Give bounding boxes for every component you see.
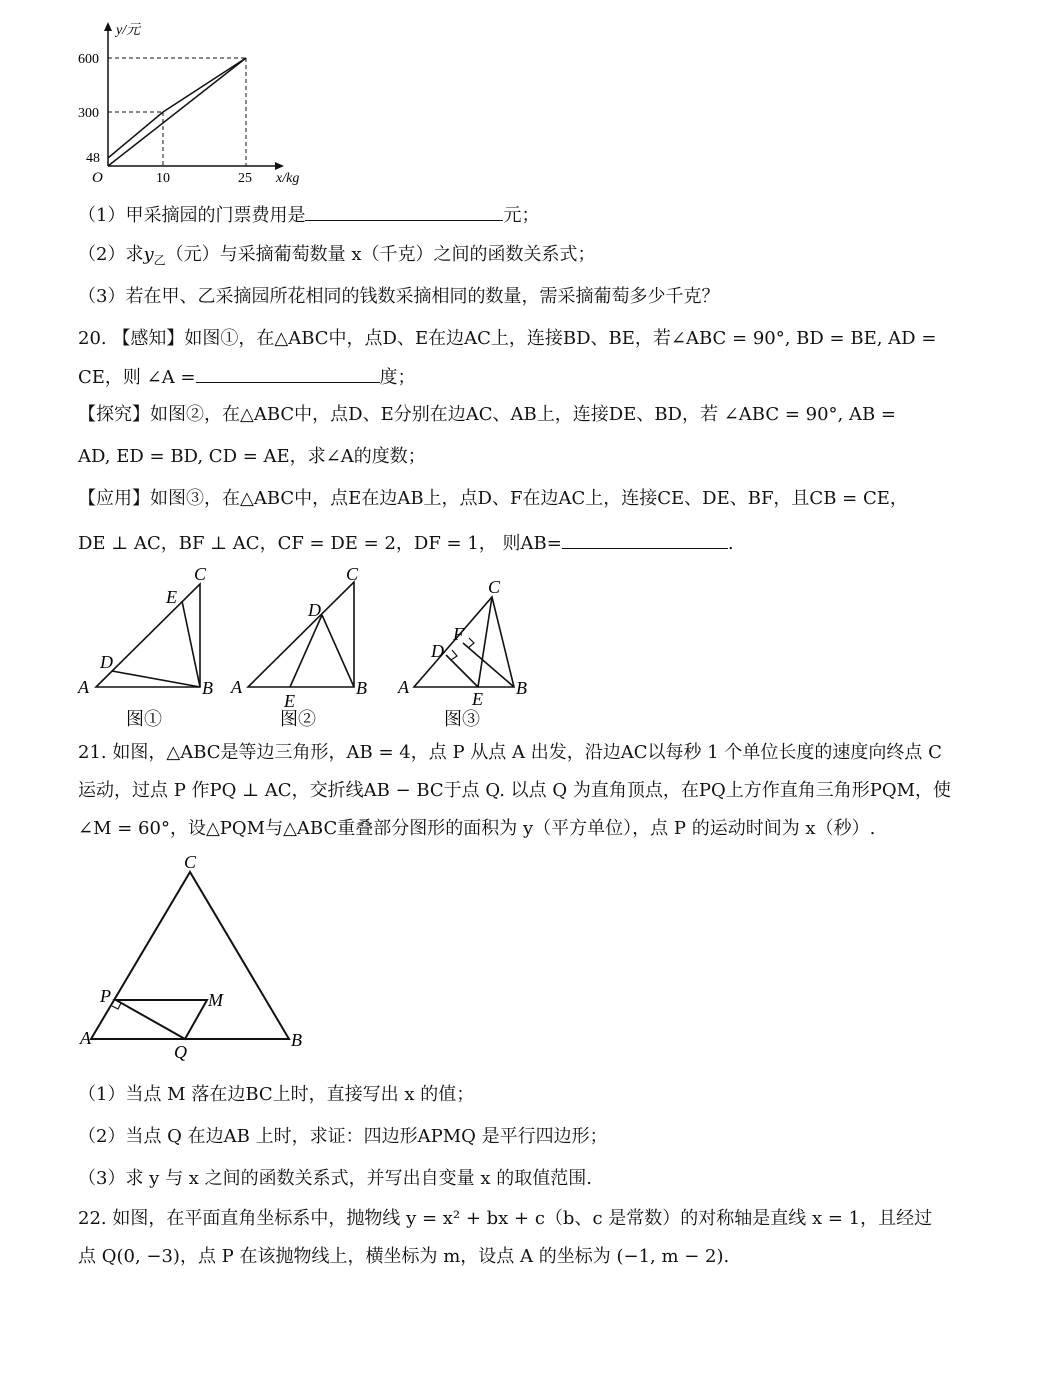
fig1-label-A: A [78, 677, 89, 697]
q20-line3: 【探究】如图②，在△ABC中，点D、E分别在边AC、AB上，连接DE、BD，若 ∠ABC = 90°, AB = [78, 404, 897, 425]
figure-3 [396, 580, 546, 735]
q21-label-Q: Q [174, 1042, 187, 1062]
fig3-label-B: B [516, 678, 527, 698]
q21-line2: 运动，过点 P 作PQ ⊥ AC，交折线AB − BC于点 Q. 以点 Q 为直角顶点，在PQ上方作直角三角形PQM，使 [78, 780, 952, 801]
fig3-right-angle-D [451, 650, 457, 660]
y-axis-label: y/元 [116, 23, 141, 38]
fig2-triangle [248, 582, 354, 687]
q20-line2 [78, 364, 416, 389]
fig1-label-E: E [166, 587, 177, 607]
fig3-right-angle-F [468, 638, 474, 648]
fig2-BD [322, 615, 354, 687]
figure-2 [228, 560, 378, 735]
x-tick-10: 10 [156, 171, 170, 186]
fig1-caption: 图① [126, 709, 162, 729]
fig3-caption: 图③ [444, 709, 480, 729]
q21-triangle-ABC [91, 872, 289, 1039]
function-graph [70, 14, 330, 194]
fig3-label-E: E [472, 689, 483, 709]
figure-q21 [70, 850, 320, 1065]
q21-line1: 21. 如图，△ABC是等边三角形，AB = 4，点 P 从点 A 出发，沿边AC以每秒 1 个单位长度的速度向终点 C [78, 742, 942, 763]
answer-blank-3[interactable] [562, 530, 728, 549]
fig1-label-C: C [194, 564, 207, 584]
q19-part2-y: y [143, 244, 154, 265]
y-tick-600: 600 [78, 52, 99, 67]
fig2-label-B: B [356, 678, 367, 698]
q21-label-C: C [184, 852, 197, 872]
q20-line6-suffix: . [727, 533, 734, 554]
fig1-BE [182, 601, 200, 687]
q20-line6 [78, 530, 734, 555]
q22-line2: 点 Q(0, −3)，点 P 在该抛物线上，横坐标为 m，设点 A 的坐标为 (−1, m − 2). [78, 1246, 730, 1267]
q19-part2-prefix: （2）求 [78, 244, 144, 265]
fig2-label-A: A [231, 677, 242, 697]
q19-part1-unit: 元； [503, 205, 540, 226]
q19-part3: （3）若在甲、乙采摘园所花相同的钱数采摘相同的数量，需采摘葡萄多少千克？ [78, 286, 720, 307]
q19-part2-sub: 乙 [153, 253, 166, 268]
line-yi-1 [108, 112, 163, 158]
q19-part2-suffix: （元）与采摘葡萄数量 x（千克）之间的函数关系式； [165, 244, 596, 265]
q21-line3: ∠M = 60°，设△PQM与△ABC重叠部分图形的面积为 y（平方单位），点 P 的运动时间为 x（秒）. [78, 818, 876, 839]
fig1-BD [112, 671, 200, 687]
origin-label: O [92, 170, 103, 186]
q21-right-angle-P [112, 1003, 121, 1009]
q20-line2-suffix: 度； [379, 367, 416, 388]
y-tick-300: 300 [78, 106, 99, 121]
q20-line5: 【应用】如图③，在△ABC中，点E在边AB上，点D、F在边AC上，连接CE、DE、BF，且CB = CE， [78, 488, 908, 509]
figure-1 [74, 560, 224, 735]
fig2-DE [290, 615, 322, 687]
fig2-label-D: D [308, 600, 321, 620]
line-yi-2 [163, 58, 246, 112]
q20-line6-prefix: DE ⊥ AC，BF ⊥ AC，CF = DE = 2，DF = 1， 则AB= [78, 533, 562, 554]
fig1-label-B: B [202, 678, 213, 698]
q20-line1: 20. 【感知】如图①，在△ABC中，点D、E在边AC上，连接BD、BE，若∠ABC = 90°, BD = BE, AD = [78, 328, 937, 349]
q21-label-A: A [80, 1028, 91, 1048]
answer-blank-2[interactable] [196, 364, 380, 383]
fig3-label-F: F [453, 624, 464, 644]
fig3-DE [446, 655, 478, 687]
q21-label-P: P [100, 986, 111, 1006]
q20-line2-prefix: CE，则 ∠A = [78, 367, 196, 388]
q20-line4: AD, ED = BD, CD = AE，求∠A的度数； [78, 446, 426, 467]
q21-part2: （2）当点 Q 在边AB 上时，求证：四边形APMQ 是平行四边形； [78, 1126, 608, 1147]
q22-line1: 22. 如图，在平面直角坐标系中，抛物线 y = x² + bx + c（b、c 是常数）的对称轴是直线 x = 1，且经过 [78, 1208, 933, 1229]
q21-label-B: B [291, 1030, 302, 1050]
y-tick-48: 48 [86, 151, 100, 166]
q21-triangle-PQM [116, 1000, 207, 1039]
x-tick-25: 25 [238, 171, 252, 186]
fig3-label-D: D [431, 641, 444, 661]
y-axis-arrow [104, 22, 112, 31]
x-axis-label: x/kg [276, 171, 300, 186]
x-axis-arrow [275, 162, 284, 170]
line-jia [108, 58, 246, 166]
q19-part2 [78, 244, 596, 268]
fig2-label-E: E [284, 691, 295, 711]
fig2-label-C: C [346, 564, 359, 584]
q19-part1-text: （1）甲采摘园的门票费用是 [78, 205, 306, 226]
fig1-label-D: D [100, 652, 113, 672]
q19-part1 [78, 202, 539, 227]
fig3-label-A: A [398, 677, 409, 697]
q21-label-M: M [208, 990, 223, 1010]
q21-part1: （1）当点 M 落在边BC上时，直接写出 x 的值； [78, 1084, 475, 1105]
q21-part3: （3）求 y 与 x 之间的函数关系式，并写出自变量 x 的取值范围. [78, 1168, 592, 1189]
fig3-label-C: C [488, 580, 501, 597]
fig2-caption: 图② [280, 709, 316, 729]
answer-blank-1[interactable] [305, 202, 503, 221]
